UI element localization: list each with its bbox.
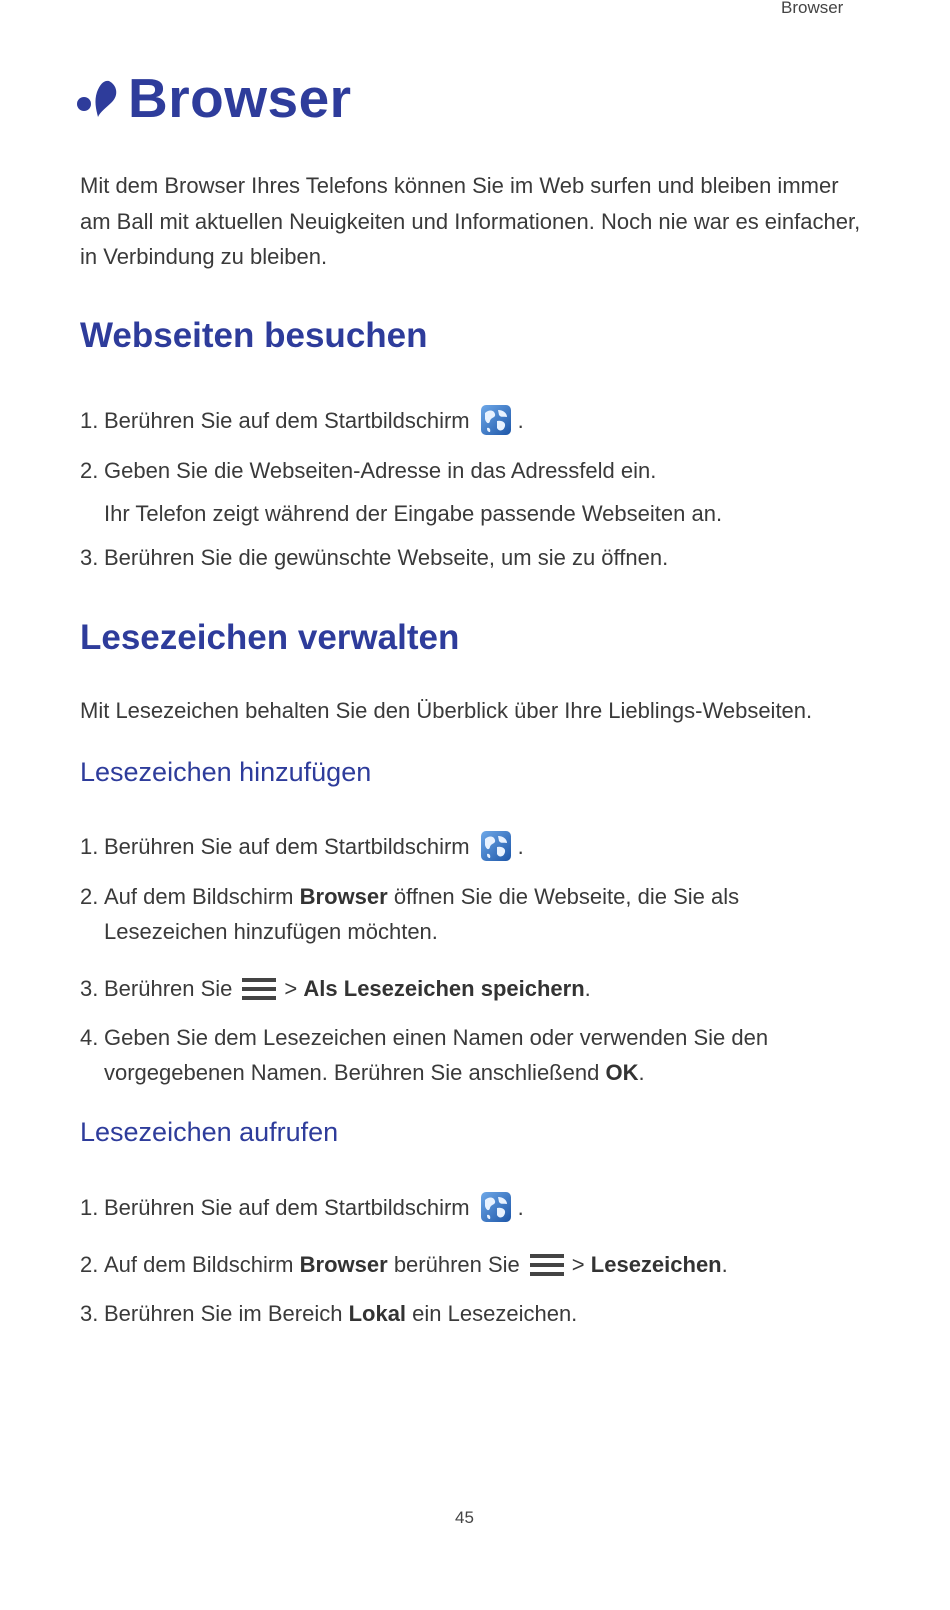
add-step-4 bbox=[80, 1020, 768, 1090]
step-text: Berühren Sie auf dem Startbildschirm bbox=[104, 1195, 470, 1220]
section-heading-lesezeichen-verwalten: Lesezeichen verwalten bbox=[80, 618, 460, 657]
step-number: 2. bbox=[80, 884, 99, 909]
s1-step-3 bbox=[80, 540, 668, 575]
menu-icon[interactable] bbox=[242, 977, 276, 1001]
s2-intro: Mit Lesezeichen behalten Sie den Überblick über Ihre Lieblings-Webseiten. bbox=[80, 698, 813, 723]
open-step-2 bbox=[80, 1247, 728, 1282]
step-line-2: vorgegebenen Namen. Berühren Sie anschließend bbox=[104, 1060, 600, 1085]
step-end: . bbox=[638, 1060, 645, 1085]
step-text-pre: Berühren Sie bbox=[104, 976, 233, 1001]
menu-icon[interactable] bbox=[530, 1253, 564, 1277]
step-text-post: öffnen Sie die Webseite, die Sie als bbox=[393, 884, 740, 909]
step-bold-2: Lesezeichen bbox=[590, 1252, 722, 1277]
step-bold: Als Lesezeichen speichern bbox=[303, 976, 585, 1001]
step-number: 1. bbox=[80, 408, 99, 433]
globe-icon[interactable] bbox=[480, 1191, 512, 1223]
step-bold: Lokal bbox=[348, 1301, 407, 1326]
s1-step-1 bbox=[80, 403, 524, 438]
chapter-heading bbox=[76, 66, 352, 130]
open-step-3 bbox=[80, 1296, 577, 1331]
step-end: . bbox=[517, 408, 524, 433]
step-text-post: ein Lesezeichen. bbox=[412, 1301, 578, 1326]
step-end: . bbox=[721, 1252, 728, 1277]
section-heading-webseiten-besuchen: Webseiten besuchen bbox=[80, 316, 428, 355]
page-number: 45 bbox=[455, 1508, 474, 1527]
step-number: 2. bbox=[80, 458, 99, 483]
globe-icon[interactable] bbox=[480, 830, 512, 862]
step-number: 1. bbox=[80, 834, 99, 859]
intro-paragraph: Mit dem Browser Ihres Telefons können Sie im Web surfen und bleiben immer am Ball mit aktuellen Neuigkeiten und Informationen. Noch nie war es einfacher, in Verbindung zu bleiben. bbox=[80, 173, 861, 269]
step-text: Berühren Sie auf dem Startbildschirm bbox=[104, 408, 470, 433]
subheading-lesezeichen-hinzufuegen: Lesezeichen hinzufügen bbox=[80, 757, 372, 787]
step-end: . bbox=[584, 976, 591, 1001]
step-text-pre: Berühren Sie im Bereich bbox=[104, 1301, 343, 1326]
step-text: Berühren Sie auf dem Startbildschirm bbox=[104, 834, 470, 859]
running-header: Browser bbox=[781, 0, 844, 17]
s1-step-2-note bbox=[80, 496, 722, 531]
add-step-1 bbox=[80, 829, 524, 864]
add-step-3 bbox=[80, 971, 591, 1006]
step-text: Geben Sie die Webseiten-Adresse in das Adressfeld ein. bbox=[104, 458, 657, 483]
step-number: 3. bbox=[80, 1301, 99, 1326]
step-bold: Browser bbox=[299, 884, 388, 909]
step-number: 2. bbox=[80, 1252, 99, 1277]
step-number: 1. bbox=[80, 1195, 99, 1220]
s1-step-2 bbox=[80, 453, 656, 488]
step-text-pre: Auf dem Bildschirm bbox=[104, 884, 294, 909]
subheading-lesezeichen-aufrufen: Lesezeichen aufrufen bbox=[80, 1117, 339, 1147]
step-text: Berühren Sie die gewünschte Webseite, um sie zu öffnen. bbox=[104, 545, 669, 570]
step-note: Ihr Telefon zeigt während der Eingabe passende Webseiten an. bbox=[104, 501, 723, 526]
step-separator: > bbox=[571, 1252, 585, 1277]
add-step-2 bbox=[80, 879, 739, 949]
step-number: 4. bbox=[80, 1025, 99, 1050]
step-separator: > bbox=[284, 976, 298, 1001]
step-line-2: Lesezeichen hinzufügen möchten. bbox=[104, 919, 438, 944]
chapter-title: Browser bbox=[128, 67, 352, 129]
droplet-bullet-icon bbox=[76, 75, 120, 121]
step-bold: OK bbox=[605, 1060, 639, 1085]
step-text-pre: Auf dem Bildschirm bbox=[104, 1252, 294, 1277]
step-end: . bbox=[517, 834, 524, 859]
step-end: . bbox=[517, 1195, 524, 1220]
open-step-1 bbox=[80, 1190, 524, 1225]
step-bold: Browser bbox=[299, 1252, 388, 1277]
globe-icon[interactable] bbox=[480, 404, 512, 436]
step-number: 3. bbox=[80, 976, 99, 1001]
step-number: 3. bbox=[80, 545, 99, 570]
step-text-post: berühren Sie bbox=[393, 1252, 520, 1277]
step-text: Geben Sie dem Lesezeichen einen Namen oder verwenden Sie den bbox=[104, 1025, 769, 1050]
